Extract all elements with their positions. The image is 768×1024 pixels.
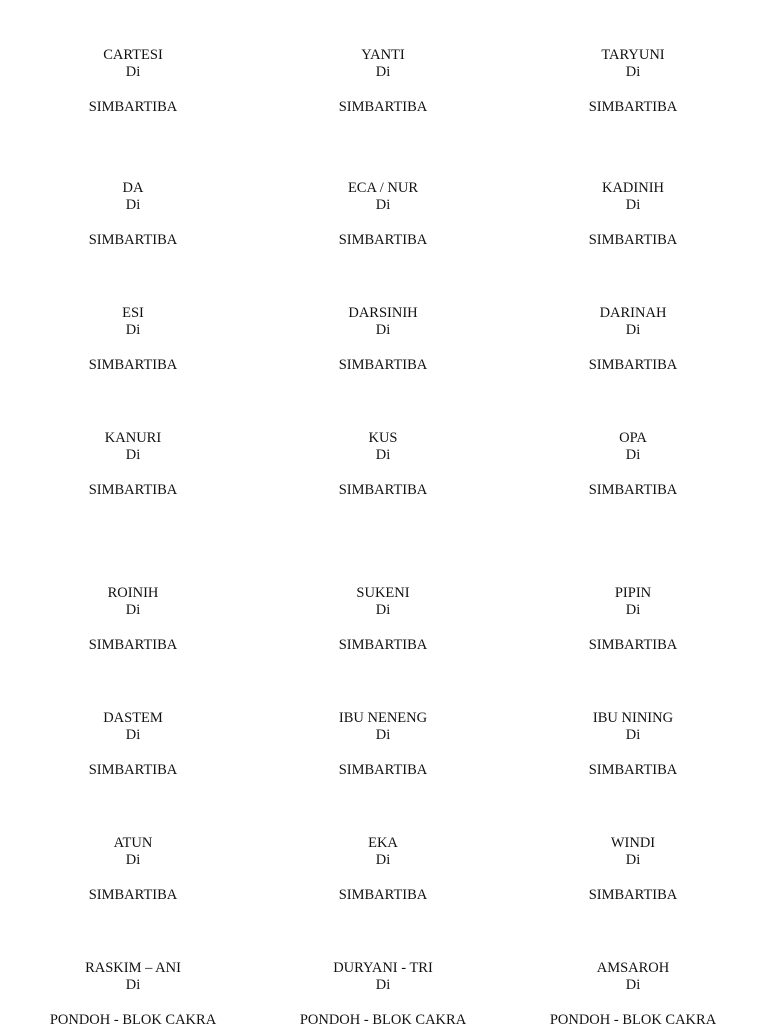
recipient-name: RASKIM – ANI	[85, 960, 181, 976]
recipient-address: SIMBARTIBA	[588, 887, 678, 903]
recipient-address: SIMBARTIBA	[588, 762, 678, 778]
location-prefix: Di	[625, 852, 641, 868]
address-label	[258, 960, 508, 1024]
recipient-address: PONDOH - BLOK CAKRA	[49, 1012, 217, 1024]
recipient-address: SIMBARTIBA	[338, 762, 428, 778]
location-prefix: Di	[625, 727, 641, 743]
address-label	[8, 305, 258, 374]
recipient-name: PIPIN	[614, 585, 652, 601]
address-label	[8, 430, 258, 499]
recipient-name: ECA / NUR	[347, 180, 419, 196]
address-label	[258, 835, 508, 904]
recipient-address: SIMBARTIBA	[588, 637, 678, 653]
recipient-name: ROINIH	[107, 585, 159, 601]
recipient-address: SIMBARTIBA	[88, 482, 178, 498]
address-label	[8, 710, 258, 779]
location-prefix: Di	[375, 322, 391, 338]
recipient-name: EKA	[368, 835, 398, 851]
recipient-name: OPA	[619, 430, 647, 446]
location-prefix: Di	[625, 977, 641, 993]
recipient-address: PONDOH - BLOK CAKRA	[549, 1012, 717, 1024]
address-label	[258, 430, 508, 499]
recipient-address: SIMBARTIBA	[588, 482, 678, 498]
address-label	[8, 180, 258, 249]
location-prefix: Di	[375, 727, 391, 743]
recipient-name: CARTESI	[103, 47, 163, 63]
address-label	[508, 710, 758, 779]
location-prefix: Di	[625, 64, 641, 80]
location-prefix: Di	[375, 197, 391, 213]
address-label	[508, 960, 758, 1024]
address-label	[8, 585, 258, 654]
location-prefix: Di	[125, 322, 141, 338]
recipient-name: YANTI	[361, 47, 405, 63]
location-prefix: Di	[125, 602, 141, 618]
recipient-address: SIMBARTIBA	[588, 357, 678, 373]
location-prefix: Di	[125, 64, 141, 80]
address-label	[258, 305, 508, 374]
address-label	[508, 180, 758, 249]
recipient-address: SIMBARTIBA	[588, 232, 678, 248]
address-label	[8, 960, 258, 1024]
address-label	[508, 585, 758, 654]
recipient-address: SIMBARTIBA	[338, 482, 428, 498]
recipient-name: ESI	[122, 305, 144, 321]
location-prefix: Di	[375, 602, 391, 618]
address-label	[508, 430, 758, 499]
recipient-name: SUKENI	[356, 585, 410, 601]
recipient-name: DARINAH	[599, 305, 667, 321]
recipient-address: SIMBARTIBA	[88, 637, 178, 653]
location-prefix: Di	[625, 197, 641, 213]
location-prefix: Di	[625, 447, 641, 463]
recipient-address: SIMBARTIBA	[88, 887, 178, 903]
location-prefix: Di	[625, 322, 641, 338]
recipient-address: PONDOH - BLOK CAKRA	[299, 1012, 467, 1024]
location-prefix: Di	[375, 852, 391, 868]
recipient-address: SIMBARTIBA	[338, 232, 428, 248]
recipient-name: KUS	[368, 430, 398, 446]
address-label	[508, 305, 758, 374]
recipient-address: SIMBARTIBA	[88, 762, 178, 778]
location-prefix: Di	[375, 447, 391, 463]
address-label	[508, 835, 758, 904]
recipient-name: DARSINIH	[348, 305, 418, 321]
recipient-name: IBU NENENG	[338, 710, 428, 726]
recipient-name: DASTEM	[103, 710, 163, 726]
recipient-name: DURYANI - TRI	[333, 960, 433, 976]
address-label	[258, 47, 508, 116]
recipient-name: IBU NINING	[592, 710, 674, 726]
recipient-address: SIMBARTIBA	[338, 357, 428, 373]
location-prefix: Di	[125, 447, 141, 463]
recipient-name: WINDI	[610, 835, 656, 851]
address-label	[8, 835, 258, 904]
location-prefix: Di	[125, 727, 141, 743]
recipient-address: SIMBARTIBA	[88, 232, 178, 248]
recipient-name: AMSAROH	[596, 960, 670, 976]
recipient-name: KANURI	[104, 430, 162, 446]
address-label	[258, 710, 508, 779]
location-prefix: Di	[375, 64, 391, 80]
location-prefix: Di	[125, 852, 141, 868]
address-label	[258, 585, 508, 654]
address-label	[8, 47, 258, 116]
recipient-name: KADINIH	[601, 180, 664, 196]
recipient-name: ATUN	[113, 835, 153, 851]
recipient-address: SIMBARTIBA	[588, 99, 678, 115]
recipient-name: TARYUNI	[601, 47, 665, 63]
recipient-address: SIMBARTIBA	[338, 637, 428, 653]
location-prefix: Di	[125, 197, 141, 213]
location-prefix: Di	[625, 602, 641, 618]
recipient-address: SIMBARTIBA	[338, 99, 428, 115]
recipient-address: SIMBARTIBA	[338, 887, 428, 903]
address-label	[258, 180, 508, 249]
address-label	[508, 47, 758, 116]
location-prefix: Di	[125, 977, 141, 993]
recipient-name: DA	[122, 180, 144, 196]
recipient-address: SIMBARTIBA	[88, 99, 178, 115]
recipient-address: SIMBARTIBA	[88, 357, 178, 373]
location-prefix: Di	[375, 977, 391, 993]
